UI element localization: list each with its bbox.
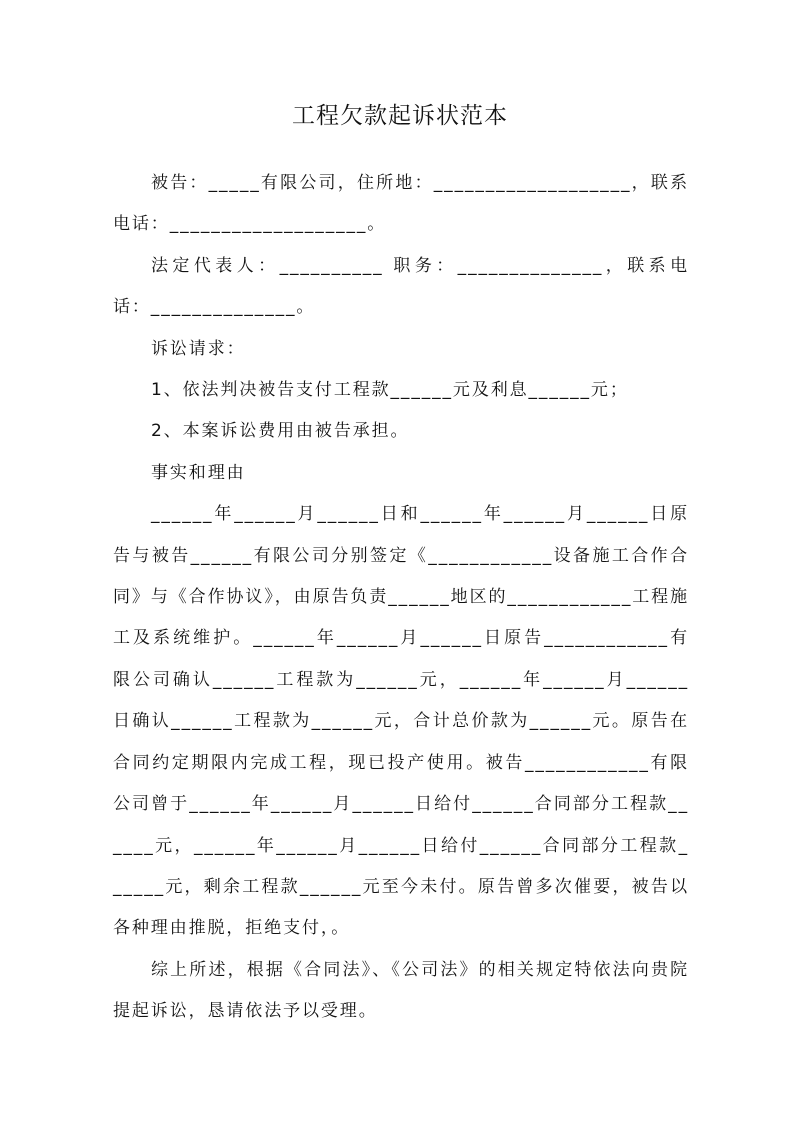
claims-heading: 诉讼请求： (151, 338, 246, 359)
claim-item-2: 2、本案诉讼费用由被告承担。 (151, 421, 410, 442)
document-title: 工程欠款起诉状范本 (292, 103, 508, 129)
conclusion-paragraph: 综上所述，根据《合同法》、《公司法》的相关规定特依法向贵院提起诉讼，恳请依法予以受理。 (113, 959, 689, 1022)
legal-representative-paragraph: 法定代表人：__________ 职务：______________，联系电话：______________。 (113, 255, 689, 318)
defendant-paragraph: 被告：_____有限公司，住所地：___________________，联系电话：___________________。 (113, 173, 689, 235)
claim-item-1: 1、依法判决被告支付工程款______元及利息______元； (151, 380, 629, 401)
document-body (113, 163, 689, 1033)
facts-paragraph: ______年______月______日和______年______月______日原告与被告______有限公司分别签定《____________设备施工合作合同》与《合作协议》，由原告负责______地区的____________工程施工及系统维护。______年______月______日原告____________有限公司确认______工程款为______元，______年______月______日确认______工程款为______元，合计总价款为______元。原告在合同约定期限内完成工程，现已投产使用。被告____________有限公司曾于______年______月______日给付______合同部分工程款______元，______年______月______日给付______合同部分工程款______元，剩余工程款______元至今未付。原告曾多次催要，被告以各种理由推脱，拒绝支付，。 (113, 504, 689, 939)
facts-heading: 事实和理由 (151, 462, 246, 483)
